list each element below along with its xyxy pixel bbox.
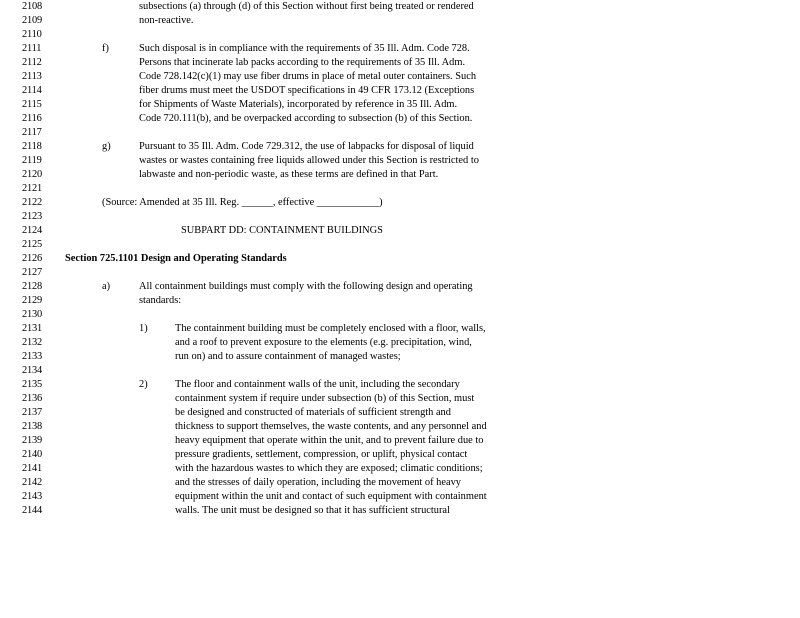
line-text: wastes or wastes containing free liquids allowed under this Section is restricted to xyxy=(139,155,479,166)
line-text: containment system if require under subsection (b) of this Section, must xyxy=(175,393,475,404)
line-text: All containment buildings must comply with the following design and operating xyxy=(139,281,473,292)
line-number: 2123 xyxy=(22,211,42,222)
line-number: 2132 xyxy=(22,337,42,348)
line-text: walls. The unit must be designed so that it has sufficient structural xyxy=(175,505,450,516)
line-number: 2140 xyxy=(22,449,42,460)
line-text: Code 720.111(b), and be overpacked according to subsection (b) of this Section. xyxy=(139,113,473,124)
line-number: 2111 xyxy=(22,43,42,54)
line-number: 2129 xyxy=(22,295,42,306)
line-text: heavy equipment that operate within the unit, and to prevent failure due to xyxy=(175,435,484,446)
line-number: 2119 xyxy=(22,155,42,166)
subpart-heading: SUBPART DD: CONTAINMENT BUILDINGS xyxy=(181,225,383,236)
line-text: and the stresses of daily operation, including the movement of heavy xyxy=(175,477,461,488)
line-number: 2142 xyxy=(22,477,42,488)
line-number: 2125 xyxy=(22,239,42,250)
subsection-label: f) xyxy=(102,43,109,54)
line-text: subsections (a) through (d) of this Section without first being treated or rendered xyxy=(139,1,474,12)
line-number: 2127 xyxy=(22,267,42,278)
line-number: 2124 xyxy=(22,225,42,236)
line-number: 2143 xyxy=(22,491,42,502)
line-text: standards: xyxy=(139,295,182,306)
line-number: 2138 xyxy=(22,421,42,432)
line-number: 2144 xyxy=(22,505,42,516)
line-text: for Shipments of Waste Materials), incorporated by reference in 35 Ill. Adm. xyxy=(139,99,458,110)
line-number: 2114 xyxy=(22,85,42,96)
line-number: 2109 xyxy=(22,15,42,26)
line-number: 2110 xyxy=(22,29,42,40)
section-heading: Section 725.1101 Design and Operating Standards xyxy=(65,253,287,264)
line-number: 2134 xyxy=(22,365,42,376)
line-number: 2108 xyxy=(22,1,42,12)
line-number: 2115 xyxy=(22,99,42,110)
line-number: 2112 xyxy=(22,57,42,68)
subsection-label: g) xyxy=(102,141,111,152)
line-number: 2121 xyxy=(22,183,42,194)
line-number: 2141 xyxy=(22,463,42,474)
subsection-label: 2) xyxy=(139,379,148,390)
line-number: 2128 xyxy=(22,281,42,292)
line-number: 2117 xyxy=(22,127,42,138)
line-text: with the hazardous wastes to which they are exposed; climatic conditions; xyxy=(175,463,483,474)
line-number: 2113 xyxy=(22,71,42,82)
line-number: 2116 xyxy=(22,113,42,124)
subsection-label: 1) xyxy=(139,323,148,334)
line-text: The floor and containment walls of the unit, including the secondary xyxy=(175,379,460,390)
line-text: Persons that incinerate lab packs according to the requirements of 35 Ill. Adm. xyxy=(139,57,466,68)
line-number: 2139 xyxy=(22,435,42,446)
line-text: be designed and constructed of materials of sufficient strength and xyxy=(175,407,451,418)
line-number: 2118 xyxy=(22,141,42,152)
line-number: 2133 xyxy=(22,351,42,362)
line-number: 2136 xyxy=(22,393,42,404)
line-number: 2130 xyxy=(22,309,42,320)
line-text: and a roof to prevent exposure to the elements (e.g. precipitation, wind, xyxy=(175,337,472,348)
line-number: 2120 xyxy=(22,169,42,180)
line-number: 2135 xyxy=(22,379,42,390)
line-text: Such disposal is in compliance with the requirements of 35 Ill. Adm. Code 728. xyxy=(139,43,470,54)
line-number: 2131 xyxy=(22,323,42,334)
line-text: pressure gradients, settlement, compression, or uplift, physical contact xyxy=(175,449,468,460)
line-text: Code 728.142(c)(1) may use fiber drums in place of metal outer containers. Such xyxy=(139,71,477,82)
source-note: (Source: Amended at 35 Ill. Reg. ______, effective ____________) xyxy=(102,197,383,208)
line-text: fiber drums must meet the USDOT specifications in 49 CFR 173.12 (Exceptions xyxy=(139,85,475,96)
line-text: The containment building must be completely enclosed with a floor, walls, xyxy=(175,323,486,334)
line-number: 2126 xyxy=(22,253,42,264)
line-text: equipment within the unit and contact of such equipment with containment xyxy=(175,491,487,502)
line-text: run on) and to assure containment of managed wastes; xyxy=(175,351,401,362)
line-text: Pursuant to 35 Ill. Adm. Code 729.312, the use of labpacks for disposal of liquid xyxy=(139,141,474,152)
line-text: labwaste and non-periodic waste, as these terms are defined in that Part. xyxy=(139,169,439,180)
line-number: 2137 xyxy=(22,407,42,418)
line-number: 2122 xyxy=(22,197,42,208)
subsection-label: a) xyxy=(102,281,111,292)
line-text: non-reactive. xyxy=(139,15,194,26)
line-text: thickness to support themselves, the waste contents, and any personnel and xyxy=(175,421,487,432)
